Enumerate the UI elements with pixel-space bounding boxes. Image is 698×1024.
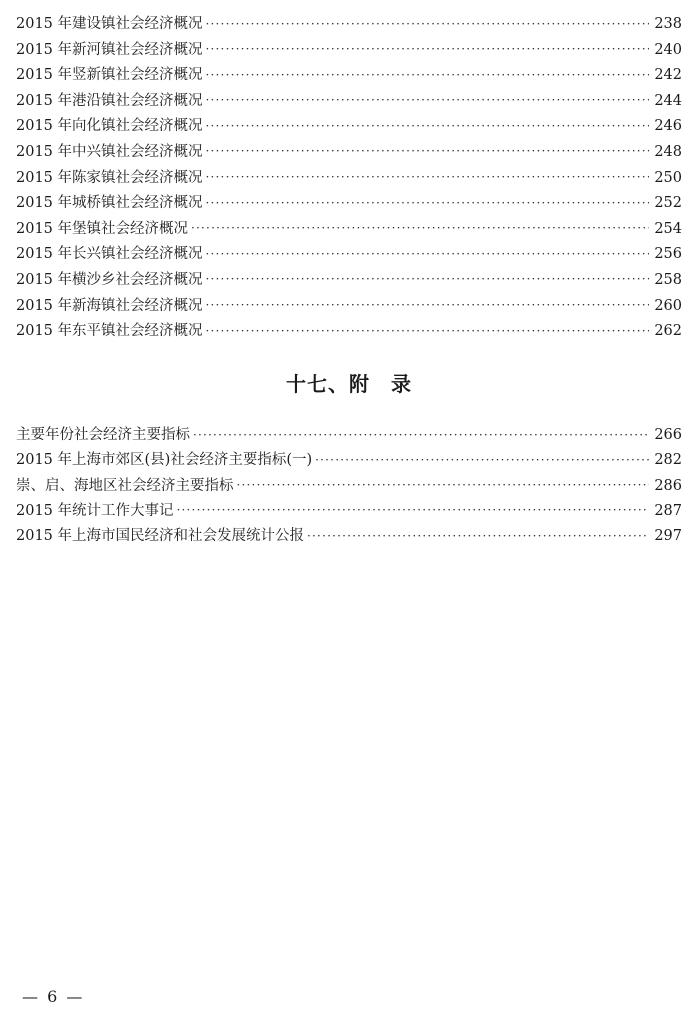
toc-list-appendix bbox=[16, 423, 682, 549]
toc-entry[interactable] bbox=[16, 294, 682, 320]
dot-leader bbox=[177, 500, 649, 515]
dot-leader bbox=[193, 425, 649, 440]
toc-entry-title: 2015 年横沙乡社会经济概况 bbox=[16, 271, 203, 288]
toc-entry-title: 2015 年中兴镇社会经济概况 bbox=[16, 143, 203, 160]
toc-entry-title: 2015 年堡镇社会经济概况 bbox=[16, 220, 189, 237]
toc-entry[interactable] bbox=[16, 423, 682, 448]
toc-entry[interactable] bbox=[16, 12, 682, 38]
toc-entry[interactable] bbox=[16, 217, 682, 243]
dot-leader bbox=[206, 269, 649, 284]
toc-entry-page: 244 bbox=[654, 92, 682, 109]
toc-entry-title: 2015 年新河镇社会经济概况 bbox=[16, 41, 203, 58]
toc-entry[interactable] bbox=[16, 474, 682, 499]
toc-entry-page: 297 bbox=[654, 528, 682, 545]
toc-entry[interactable] bbox=[16, 114, 682, 140]
toc-entry-title: 2015 年统计工作大事记 bbox=[16, 502, 174, 519]
toc-entry[interactable] bbox=[16, 268, 682, 294]
dot-leader bbox=[206, 141, 649, 156]
toc-entry-title: 2015 年建设镇社会经济概况 bbox=[16, 16, 203, 32]
dot-leader bbox=[206, 244, 649, 259]
toc-entry-page: 258 bbox=[654, 271, 682, 288]
toc-entry-title: 2015 年向化镇社会经济概况 bbox=[16, 118, 203, 135]
toc-entry-page: 266 bbox=[654, 427, 682, 443]
toc-entry-page: 262 bbox=[654, 323, 682, 340]
toc-entry-page: 252 bbox=[654, 195, 682, 212]
toc-entry-page: 240 bbox=[654, 41, 682, 58]
toc-entry-page: 256 bbox=[654, 246, 682, 263]
toc-entry-title: 2015 年港沿镇社会经济概况 bbox=[16, 92, 203, 109]
toc-entry-page: 248 bbox=[654, 143, 682, 160]
toc-entry[interactable] bbox=[16, 140, 682, 166]
dot-leader bbox=[206, 193, 649, 208]
toc-entry-page: 287 bbox=[654, 502, 682, 519]
toc-entry-page: 238 bbox=[654, 16, 682, 32]
toc-entry-page: 260 bbox=[654, 297, 682, 314]
dot-leader bbox=[206, 321, 649, 336]
toc-entry[interactable] bbox=[16, 448, 682, 473]
dot-leader bbox=[237, 475, 650, 490]
toc-entry[interactable] bbox=[16, 524, 682, 549]
dot-leader bbox=[206, 14, 649, 29]
toc-entry[interactable] bbox=[16, 89, 682, 115]
toc-list-top bbox=[16, 12, 682, 345]
toc-entry-page: 246 bbox=[654, 118, 682, 135]
toc-entry[interactable] bbox=[16, 191, 682, 217]
toc-entry-title: 2015 年竖新镇社会经济概况 bbox=[16, 67, 203, 84]
toc-entry-title: 主要年份社会经济主要指标 bbox=[16, 427, 190, 443]
toc-entry-title: 2015 年陈家镇社会经济概况 bbox=[16, 169, 203, 186]
section-heading: 十七、附 录 bbox=[286, 372, 412, 396]
dot-leader bbox=[206, 295, 649, 310]
page-number: — 6 — bbox=[22, 987, 85, 1006]
toc-entry-title: 2015 年上海市国民经济和社会发展统计公报 bbox=[16, 528, 305, 545]
dot-leader bbox=[206, 39, 649, 54]
toc-entry-page: 254 bbox=[654, 220, 682, 237]
dot-leader bbox=[206, 167, 649, 182]
toc-entry-title: 2015 年城桥镇社会经济概况 bbox=[16, 195, 203, 212]
toc-entry-title: 崇、启、海地区社会经济主要指标 bbox=[16, 477, 234, 494]
dot-leader bbox=[307, 526, 649, 541]
dot-leader bbox=[206, 90, 649, 105]
dot-leader bbox=[315, 450, 649, 465]
toc-entry[interactable] bbox=[16, 38, 682, 64]
toc-entry-page: 250 bbox=[654, 169, 682, 186]
dot-leader bbox=[206, 65, 649, 80]
dot-leader bbox=[191, 218, 649, 233]
toc-entry[interactable] bbox=[16, 166, 682, 192]
toc-entry-page: 282 bbox=[654, 452, 682, 469]
toc-entry-title: 2015 年东平镇社会经济概况 bbox=[16, 323, 203, 340]
toc-entry-page: 242 bbox=[654, 67, 682, 84]
toc-entry-page: 286 bbox=[654, 477, 682, 494]
toc-entry-title: 2015 年上海市郊区(县)社会经济主要指标(一) bbox=[16, 452, 313, 469]
dot-leader bbox=[206, 116, 649, 131]
toc-entry-title: 2015 年长兴镇社会经济概况 bbox=[16, 246, 203, 263]
toc-entry[interactable] bbox=[16, 499, 682, 524]
toc-entry-title: 2015 年新海镇社会经济概况 bbox=[16, 297, 203, 314]
toc-entry[interactable] bbox=[16, 242, 682, 268]
toc-entry[interactable] bbox=[16, 63, 682, 89]
toc-entry[interactable] bbox=[16, 319, 682, 345]
